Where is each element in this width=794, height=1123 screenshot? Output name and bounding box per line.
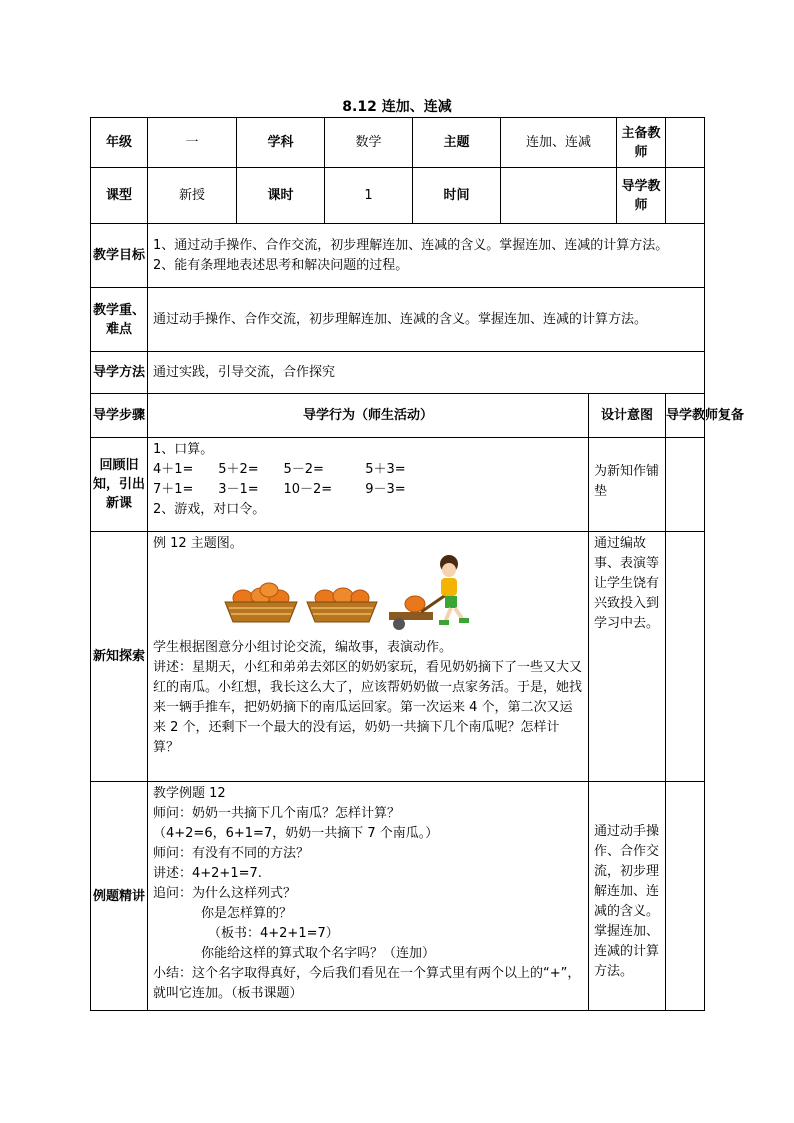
- pumpkin-illustration: [153, 556, 523, 636]
- grade-label: 年级: [91, 118, 148, 168]
- goals-label: 教学目标: [91, 224, 148, 288]
- topic-value: 连加、连减: [501, 118, 617, 168]
- time-label: 时间: [413, 168, 501, 224]
- intent-header: 设计意图: [589, 394, 666, 438]
- review-line: 1、口算。: [153, 442, 214, 457]
- example-content: [148, 782, 589, 1011]
- focus-label: 教学重、难点: [91, 288, 148, 352]
- example-line: 追问：为什么这样列式？: [153, 886, 297, 901]
- lesson-plan-table: [90, 117, 745, 1011]
- example-line: （4+2=6，6+1=7，奶奶一共摘下 7 个南瓜。）: [153, 826, 439, 841]
- topic-label: 主题: [413, 118, 501, 168]
- period-label: 课时: [237, 168, 325, 224]
- method-content: 通过实践，引导交流，合作探究: [148, 352, 705, 394]
- example-line: 师问：有没有不同的方法？: [153, 846, 310, 861]
- goal-line: 1、通过动手操作、合作交流，初步理解连加、连减的含义。掌握连加、连减的计算方法。: [153, 237, 669, 253]
- guide-teacher-label: 导学教师: [617, 168, 666, 224]
- goal-line: 2、能有条理地表述思考和解决问题的过程。: [153, 257, 409, 273]
- example-line: （板书：4+2+1=7）: [208, 926, 339, 941]
- grade-value: 一: [148, 118, 237, 168]
- review-content: [148, 438, 589, 532]
- review-header: 导学教师复备: [666, 394, 705, 438]
- example-line: 师问：奶奶一共摘下几个南瓜？怎样计算？: [153, 806, 401, 821]
- example-notes: [666, 782, 705, 1011]
- focus-content: 通过动手操作、合作交流，初步理解连加、连减的含义。掌握连加、连减的计算方法。: [148, 288, 705, 352]
- subject-label: 学科: [237, 118, 325, 168]
- example-line: 教学例题 12: [153, 786, 226, 801]
- example-label: 例题精讲: [91, 782, 148, 1011]
- explore-content: [148, 532, 589, 782]
- lesson-type-value: 新授: [148, 168, 237, 224]
- example-line: 你能给这样的算式取个名字吗？（连加）: [201, 946, 436, 961]
- explore-line: 学生根据图意分小组讨论交流，编故事，表演动作。: [153, 640, 453, 655]
- example-line: 讲述：4+2+1=7.: [153, 866, 262, 881]
- pumpkin-basket-icon: [225, 583, 297, 622]
- pumpkin-basket-icon: [307, 588, 377, 622]
- mental-math-row: 7＋1= 3－1= 10－2= 9－3=: [153, 482, 406, 497]
- explore-story: 讲述：星期天，小红和弟弟去郊区的奶奶家玩，看见奶奶摘下了一些又大又红的南瓜。小红想，我长这么大了，应该帮奶奶做一点家务活。于是，她找来一辆手推车，把奶奶摘下的南瓜运回家。第一次运来 4 个，第二次又运来 2 个，还剩下一个最大的没有运，奶奶一共摘下几个南瓜呢？怎样计算？: [153, 660, 583, 755]
- guide-teacher-value: [666, 168, 705, 224]
- time-value: [501, 168, 617, 224]
- review-notes: [666, 438, 705, 532]
- review-line: 2、游戏，对口令。: [153, 502, 266, 517]
- review-label: 回顾旧知，引出新课: [91, 438, 148, 532]
- example-summary: 小结：这个名字取得真好，今后我们看见在一个算式里有两个以上的“+”，就叫它连加。（板书课题）: [153, 966, 581, 1001]
- method-label: 导学方法: [91, 352, 148, 394]
- period-value: 1: [325, 168, 413, 224]
- document-title: 8.12 连加、连减: [342, 99, 452, 115]
- example-line: 你是怎样算的？: [201, 906, 293, 921]
- explore-label: 新知探索: [91, 532, 148, 782]
- explore-notes: [666, 532, 705, 782]
- girl-pushing-cart-icon: [389, 555, 469, 630]
- mental-math-row: 4＋1= 5＋2= 5－2= 5＋3=: [153, 462, 406, 477]
- lesson-type-label: 课型: [91, 168, 148, 224]
- review-intent: 为新知作铺垫: [589, 438, 666, 532]
- explore-intent: 通过编故事、表演等让学生饶有兴致投入到学习中去。: [589, 532, 666, 782]
- example-intent: 通过动手操作、合作交流，初步理解连加、连减的含义。掌握连加、连减的计算方法。: [589, 782, 666, 1011]
- subject-value: 数学: [325, 118, 413, 168]
- explore-heading: 例 12 主题图。: [153, 536, 243, 551]
- steps-label: 导学步骤: [91, 394, 148, 438]
- goals-content: [148, 224, 705, 288]
- activity-header: 导学行为（师生活动）: [148, 394, 589, 438]
- teacher-label: 主备教师: [617, 118, 666, 168]
- teacher-value: [666, 118, 705, 168]
